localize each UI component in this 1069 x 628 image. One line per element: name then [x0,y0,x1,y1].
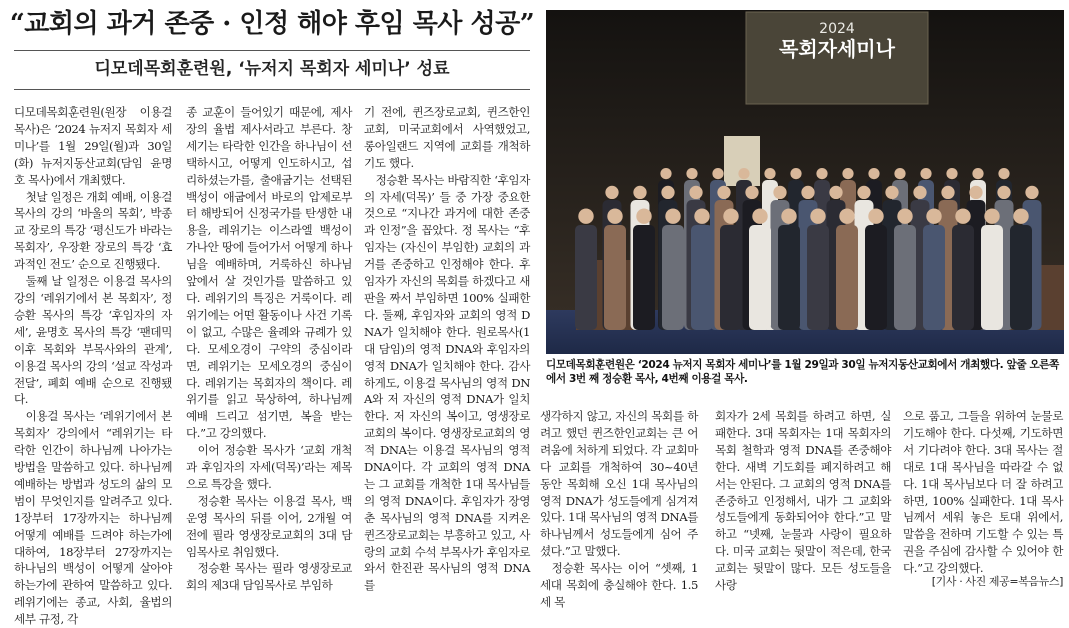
photo-caption: 디모데목회훈련원은 ‘2024 뉴저지 목회자 세미나’를 1월 29일과 30일 뉴저지동산교회에서 개최했다. 앞줄 오른쪽에서 3번 째 정승환 목사, 4번째 이용걸 목사. [546,359,1059,385]
article-paragraph: 생각하지 않고, 자신의 목회를 하려고 했던 퀸즈한인교회는 큰 어려움에 처하게 되었다. 각 교회마다 교회를 개척하여 30~40년 동안 목회해 오신 1대 목사님의 영적 DNA가 성도들에게 심겨져 있다. 1대 목사님의 영적 DNA를 하나님께서 성도들에게 심어 주셨다.”고 말했다. [540,409,699,559]
attendee-head [717,186,730,199]
attendee-head [998,168,1009,179]
attendee-head [790,168,801,179]
attendee-head [941,186,954,199]
screen-title: 목회자세미나 [779,37,895,61]
attendee-figure [836,225,858,330]
attendee-head [578,209,593,224]
attendee-head [764,168,775,179]
article-column-5 [715,408,891,594]
article-column-2 [186,104,352,594]
attendee-head [636,209,651,224]
attendee-head [816,168,827,179]
article-paragraph: 정승환 목사는 이용걸 목사, 백운영 목사의 뒤를 이어, 2개월 여 전에 필라 영생장로교회의 3대 담임목사로 취임했다. [186,493,352,559]
subheadline: 디모데목회훈련원, ‘뉴저지 목회자 세미나’ 성료 [94,59,450,79]
attendee-head [868,168,879,179]
attendee-head [694,209,709,224]
attendee-head [913,186,926,199]
attendee-head [712,168,723,179]
attendee-head [920,168,931,179]
attendee-head [723,209,738,224]
article-paragraph: 정승환 목사는 바람직한 ‘후임자의 자세(덕목)’ 들 중 가장 중요한 것으로 “지나간 과거에 대한 존중과 인정”을 꼽았다. 정 목사는 “후임자는 (자신이 부임한) 교회의 과거를 존중하고 인정해야 한다. 후임자가 자신의 목회를 하겠다고 새판을 짜서 부임하면 100% 실패한다. 둘째, 후임자와 교회의 영적 DNA가 일치해야 한다. 원로목사(1대 담임)의 영적 DNA와 후임자의 영적 DNA가 일치해야 한다. 감사하게도, 이용걸 목사님의 영적 DNA와 저 자신의 영적 DNA가 일치한다. 저 자신의 복이고, 영생장로교회의 복이다. 영생장로교회의 영적 DNA는 이용걸 목사님의 영적 DNA이다. 각 교회의 영적 DNA는 그 교회를 개척한 1대 목사님들의 영적 DNA이다. 후임자가 장영춘 목사님의 영적 DNA를 지켜온 퀸즈장로교회는 부흥하고 있고, 사랑의 교회 수석 부목사가 후임자로 와서 한진관 목사님의 영적 DNA를 [364,172,530,593]
attendee-head [885,186,898,199]
attendee-figure [604,225,626,330]
attendee-figure [778,225,800,330]
attendee-figure [720,225,742,330]
attendee-head [842,168,853,179]
attendee-head [689,186,702,199]
attendee-head [1013,209,1028,224]
attendee-head [839,209,854,224]
attendee-head [607,209,622,224]
attendee-figure [749,225,771,330]
attendee-head [686,168,697,179]
article-paragraph: 정승환 목사는 필라 영생장로교회의 제3대 담임목사로 부임하 [186,561,352,593]
attendee-head [926,209,941,224]
article-paragraph: 종 교훈이 들어있기 때문에, 제사장의 율법 제사서라고 부른다. 창세기는 타락한 인간을 하나님이 선택하시고, 어떻게 인도하시고, 섭리하셨는가를, 출애굽기는 선택된 백성이 애굽에서 바로의 압제로부터 해방되어 신정국가를 탄생한 내용을, 레위기는 이스라엘 백성이 가나안 땅에 들어가서 어떻게 하나님을 예배하며, 거룩하신 하나님 앞에서 살 것인가를 말씀하고 있다. 레위기의 특징은 거룩이다. 레위기에는 어떤 활동이나 사건 기록이 없고, 수많은 율례와 규례가 있다. 모세오경이 구약의 중심이라면, 레위기는 모세오경의 중심이다. 레위기는 목회자의 책이다. 레위기를 읽고 묵상하여, 하나님께 예배 드리고 섬기면, 복을 받는다.”고 강의했다. [186,105,352,441]
attendee-head [997,186,1010,199]
attendee-head [1025,186,1038,199]
attendee-head [738,168,749,179]
article-paragraph: 이어 정승환 목사가 ‘교회 개척과 후임자의 자세(덕목)’라는 제목으로 특강을 했다. [186,443,352,491]
photo-credit: [기사 · 사진 제공=복음뉴스] [931,575,1063,588]
attendee-head [969,186,982,199]
attendee-figure [662,225,684,330]
attendee-head [781,209,796,224]
article-paragraph: 정승환 목사는 이어 “셋째, 1세대 목회에 충실해야 한다. 1.5세 목 [540,561,698,609]
attendee-figure [981,225,1003,330]
attendee-head [633,186,646,199]
attendee-figure [807,225,829,330]
article-column-1 [14,104,172,627]
attendee-head [660,168,671,179]
attendee-head [605,186,618,199]
group-of-attendees [575,168,1042,330]
article-paragraph: 둘째 날 일정은 이용걸 목사의 강의 ‘레위기에서 본 목회자’, 정승환 목사의 특강 ‘후임자의 자세’, 윤명호 목사의 특강 ‘팬데믹 이후 목회와 부목사와의 관계’, 이용걸 목사의 강의 ‘설교 작성과 전달’, 폐회 예배 순으로 진행됐다. [14,274,172,407]
seminar-group-photo [546,10,1064,354]
attendee-head [773,186,786,199]
attendee-head [897,209,912,224]
attendee-figure [952,225,974,330]
attendee-head [801,186,814,199]
attendee-head [984,209,999,224]
attendee-figure [691,225,713,330]
article-paragraph: 회자가 2세 목회를 하려고 하면, 실패한다. 3대 목회자는 1대 목회자의 목회 철학과 영적 DNA를 존중해야 한다. 새벽 기도회를 폐지하려고 해서는 안된다. 그 교회의 영적 DNA를 존중하고 인정해서, 내가 그 교회와 성도들에게 동화되어야 한다.”고 말하고 “넷째, 눈물과 사랑이 필요하다. 미국 교회는 뒷말이 적은데, 한국 교회는 뒷말이 많다. 모든 성도들을 사랑 [715,409,891,593]
headline-rule [14,50,530,51]
attendee-figure [1010,225,1032,330]
attendee-head [972,168,983,179]
attendee-head [829,186,842,199]
attendee-head [810,209,825,224]
attendee-head [955,209,970,224]
attendee-figure [633,225,655,330]
article-paragraph: 첫날 일정은 개회 예배, 이용걸 목사의 강의 ‘바울의 목회’, 박종교 장로의 특강 ‘평신도가 바라는 목회자’, 우장환 장로의 특강 ‘효과적인 전도’ 순으로 진행됐다. [14,189,172,272]
headline: “교회의 과거 존중 · 인정 해야 후임 목사 성공” [9,9,535,39]
article-paragraph: 이용걸 목사는 ‘레위기에서 본 목회자’ 강의에서 “레위기는 타락한 인간이 하나님께 나아가는 방법을 말씀하고 있다. 하나님께 예배하는 방법과 성도의 삶의 모범이 무엇인지를 알려주고 있다. 1장부터 17장까지는 하나님께 어떻게 예배를 드려야 하는가에 대하여, 18장부터 27장까지는 하나님의 백성이 어떻게 살아야 하는가에 관하여 말씀하고 있다. 레위기에는 종교, 사회, 율법의 세부 규정, 각 [14,409,172,627]
attendee-head [946,168,957,179]
attendee-figure [894,225,916,330]
attendee-head [868,209,883,224]
article-column-4 [540,408,699,609]
article-paragraph: 으로 품고, 그들을 위하여 눈물로 기도해야 한다. 다섯째, 기도하면서 기다려야 한다. 3대 목사는 절대로 1대 목사님을 따라갈 수 없다. 1대 목사님보다 더 잘 하려고 하면, 100% 실패한다. 1대 목사님께서 세워 놓은 토대 위에서, 말씀을 전하며 기도할 수 있는 특권을 주심에 감사할 수 있어야 한다.”고 강의했다. [903,409,1063,576]
article-paragraph: 디모데목회훈련원(원장 이용걸 목사)은 ‘2024 뉴저지 목회자 세미나’를 1월 29일(월)과 30일(화) 뉴저지동산교회(담임 윤명호 목사)에서 개최했다. [14,105,172,187]
attendee-figure [865,225,887,330]
attendee-head [661,186,674,199]
attendee-head [857,186,870,199]
attendee-figure [923,225,945,330]
article-column-6 [903,408,1063,594]
screen-year: 2024 [819,21,855,37]
attendee-figure [575,225,597,330]
attendee-head [665,209,680,224]
attendee-head [752,209,767,224]
attendee-head [894,168,905,179]
article-column-3 [364,104,530,594]
article-paragraph: 기 전에, 퀸즈장로교회, 퀸즈한인교회, 미국교회에서 사역했었고, 롱아일랜드 지역에 교회를 개척하기도 했다. [364,105,530,170]
attendee-head [745,186,758,199]
subheadline-rule [14,89,530,90]
